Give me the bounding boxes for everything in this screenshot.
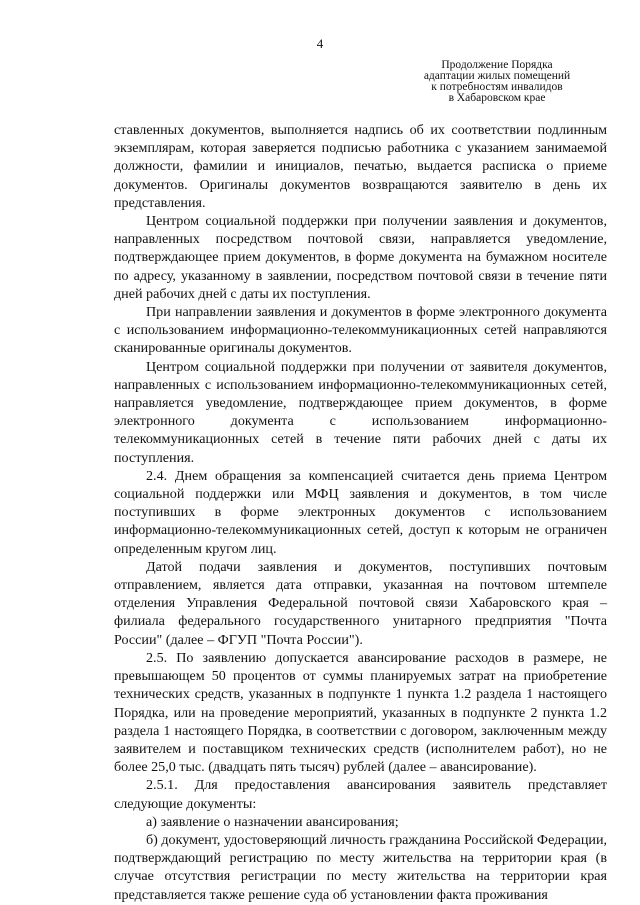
header-note-line: в Хабаровском крае: [448, 92, 546, 104]
page-number: 4: [316, 36, 324, 51]
paragraph: При направлении заявления и документов в форме электронного документа с использованием информационно-телекоммуникационных сетей направляются сканированные оригиналы документов.: [114, 304, 607, 357]
list-item-a: а) заявление о назначении авансирования;: [146, 813, 399, 830]
header-note-line: адаптации жилых помещений: [423, 70, 571, 82]
paragraph-section-2-5: 2.5. По заявлению допускается авансирование расходов в размере, не превышающем 50 процентов от суммы планируемых затрат на приобретение технических средств, указанных в подпункте 1 пункта 1.2 раздела 1 настоящего Порядка, или на проведение мероприятий, указанных в подпункте 2 пункта 1.2 раздела 1 настоящего Порядка, в соответствии с договором, заключенным между заявителем и поставщиком технических средств (исполнителем работ), но не более 25,0 тыс. (двадцать пять тысяч) рублей (далее – авансирование).: [114, 649, 607, 776]
paragraph: Центром социальной поддержки при получении от заявителя документов, направленных с использованием информационно-телекоммуникационных сетей, направляется уведомление, подтверждающее прием документов, в форме электронного документа с использованием информационно-телекоммуникационных сетей в течение пяти рабочих дней с даты их поступления.: [114, 358, 607, 466]
header-note-line: к потребностям инвалидов: [431, 81, 563, 93]
paragraph-section-2-5-1: 2.5.1. Для предоставления авансирования заявитель представляет следующие документы:: [114, 777, 607, 812]
paragraph: Центром социальной поддержки при получении заявления и документов, направленных посредством почтовой связи, направляется уведомление, подтверждающее прием документов, в форме документа на бумажном носителе по адресу, указанному в заявлении, посредством почтовой связи в течение пяти дней рабочих дней с даты их поступления.: [114, 213, 607, 302]
paragraph-continuation: ставленных документов, выполняется надпись об их соответствии подлинным экземплярам, которая заверяется подписью работника с указанием занимаемой должности, фамилии и инициалов, печатью, выдается расписка о приеме документов. Оригиналы документов возвращаются заявителю в день их представления.: [114, 122, 607, 211]
paragraph-section-2-4: 2.4. Днем обращения за компенсацией считается день приема Центром социальной поддержки или МФЦ заявления и документов, в том числе поступивших в форме электронных документов с использованием информационно-телекоммуникационных сетей, доступ к которым не ограничен определенным кругом лиц.: [114, 467, 607, 557]
document-header-note: [402, 60, 592, 104]
list-item-b: б) документ, удостоверяющий личность гражданина Российской Федерации, подтверждающий регистрацию по месту жительства на территории края (в случае отсутствия регистрации по месту жительства на территории края представляется также решение суда об установлении факта проживания: [114, 831, 608, 903]
paragraph: Датой подачи заявления и документов, поступивших почтовым отправлением, является дата отправки, указанная на почтовом штемпеле отделения Управления Федеральной почтовой связи Хабаровского края – филиала федерального государственного унитарного предприятия "Почта России" (далее – ФГУП "Почта России").: [114, 558, 607, 648]
header-note-line: Продолжение Порядка: [441, 59, 553, 71]
document-body: [114, 121, 607, 904]
